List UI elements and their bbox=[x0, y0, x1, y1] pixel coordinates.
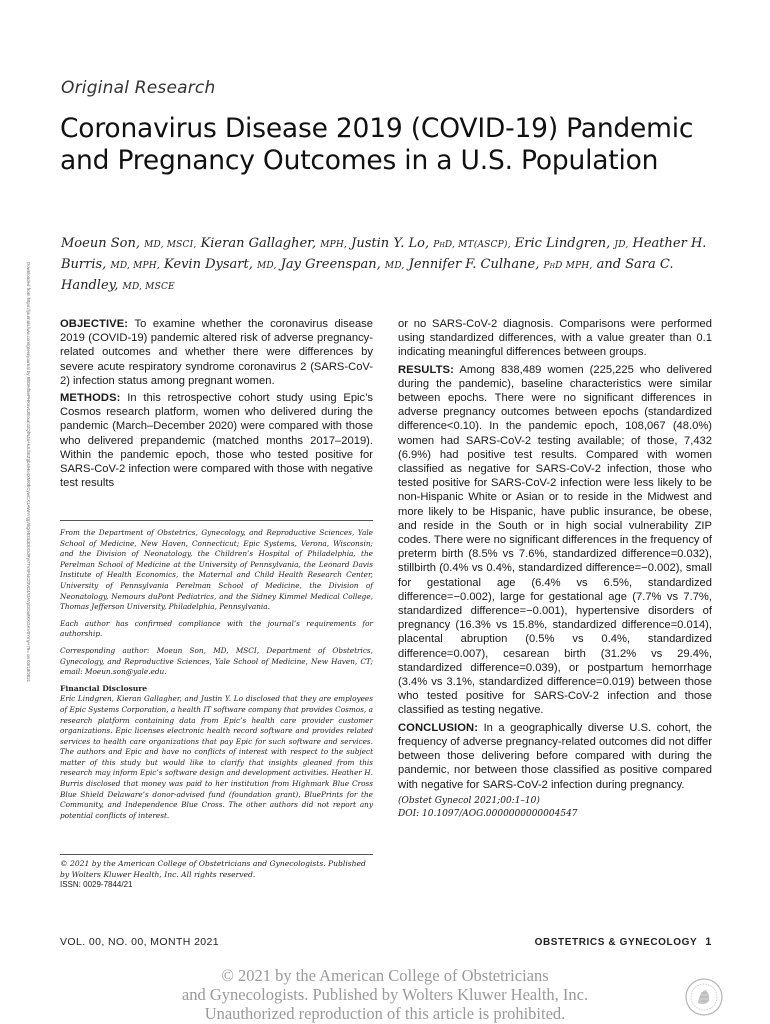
disclosure-heading: Financial Disclosure bbox=[60, 683, 148, 693]
affiliations: From the Department of Obstetrics, Gynecology, and Reproductive Sciences, Yale School of Medicine, New Haven, Connecticut; Epic Systems, Verona, Wisconsin; and the Division of Neonatology, the Children’s Hospital of Philadelphia, the Perelman School of Medicine at the University of Pennsylvania, the Leonard Davis Institute of Health Economics, the Maternal and Child Health Research Center, University of Pennsylvania Perelman School of Medicine, the Division of Neonatology, Nemours duPont Pediatrics, and the Sidney Kimmel Medical College, Thomas Jefferson University, Philadelphia, Pennsylvania. bbox=[60, 528, 373, 612]
author: Kevin Dysart, MD, bbox=[164, 257, 277, 272]
author: Justin Y. Lo, PhD, MT(ASCP), bbox=[351, 236, 511, 251]
article-title: Coronavirus Disease 2019 (COVID-19) Pandemic and Pregnancy Outcomes in a U.S. Population bbox=[60, 113, 694, 176]
author: Moeun Son, MD, MSCI, bbox=[61, 236, 197, 251]
citation: (Obstet Gynecol 2021;00:1–10) DOI: 10.1097/AOG.0000000000004547 bbox=[398, 795, 712, 821]
doi: DOI: 10.1097/AOG.0000000000004547 bbox=[398, 808, 578, 819]
conclusion-paragraph: CONCLUSION: In a geographically diverse U.S. cohort, the frequency of adverse pregnancy-related outcomes did not differ between those delivering before compared with during the pandemic, nor between those classified as positive compared with negative for SARS-CoV-2 infection during pregnancy. bbox=[398, 721, 712, 791]
objective-paragraph: OBJECTIVE: To examine whether the coronavirus disease 2019 (COVID-19) pandemic altered risk of adverse pregnancy-related outcomes and whether there were differences by severe acute respiratory syndrome coronavirus 2 (SARS-CoV-2) infection status among pregnant women. bbox=[60, 318, 374, 387]
copyright-block bbox=[60, 859, 373, 891]
footnote-divider bbox=[60, 520, 373, 521]
footnotes bbox=[60, 528, 373, 827]
disclosure-text: Eric Lindgren, Kieran Gallagher, and Justin Y. Lo disclosed that they are employees of Epic Systems Corporation, a health IT software company that provides Cosmos, a research platform containing data from Epic’s health care provider customer organizations. Epic licenses electronic health record software and provides related services to health care organizations that pay Epic for such software and services. The authors and Epic and have no conflicts of interest with respect to the subject matter of this study but would like to clarify that insights gleaned from this research may inform Epic’s software design and development activities. Heather H. Burris disclosed that money was paid to her institution from Highmark Blue Cross Blue Shield Delaware’s donor-advised fund (foundation grant), BluePrints for the Community, and Independence Blue Cross. The other authors did not report any potential conflicts of interest. bbox=[60, 694, 373, 820]
methods-continued: or no SARS-CoV-2 diagnosis. Comparisons were performed using standardized differences, with a value greater than 0.1 indicating meaningful differences between groups. bbox=[398, 318, 712, 359]
author: and Sara C. Handley, MD, MSCE bbox=[61, 257, 674, 293]
author: Jennifer F. Culhane, PhD MPH, bbox=[408, 257, 593, 272]
corresponding-author: Corresponding author: Moeun Son, MD, MSCI, Department of Obstetrics, Gynecology, and Reproductive Sciences, Yale School of Medicine, New Haven, CT; email: Moeun.son@yale.edu. bbox=[60, 645, 373, 677]
copyright-divider bbox=[60, 854, 373, 855]
copyright-watermark: © 2021 by the American College of Obstetricians and Gynecologists. Published by Wolters Kluwer Health, Inc. Unauthorized reproduction of this article is prohibited. bbox=[181, 966, 589, 1023]
download-note: Downloaded from https://journals.lww.com/greenjournal by BhDMf5ePHKav1zEoum1tQfN4a+kJLhEZgbsIHo4XMi0hCywCX1AWnYQp/IlQrHD3i3D0OdRyi7TvSFl4Cf3VC4/OAVpDDa8KKGKV0Ymy+78= on 03/18/2021 bbox=[26, 262, 31, 683]
abstract-left-column bbox=[60, 317, 373, 493]
copyright-text: © 2021 by the American College of Obstetricians and Gynecologists. Published by Wolters Kluwer Health, Inc. All rights reserved. bbox=[60, 859, 366, 879]
compliance-note: Each author has confirmed compliance with the journal’s requirements for authorship. bbox=[60, 618, 373, 639]
author: Jay Greenspan, MD, bbox=[280, 257, 405, 272]
abstract-right-column bbox=[398, 317, 712, 821]
page-number: 1 bbox=[705, 936, 712, 948]
results-paragraph: RESULTS: Among 838,489 women (225,225 who delivered during the pandemic), baseline characteristics were similar between epochs. There were no significant differences in adverse pregnancy outcomes between epochs (standardized difference<0.10). In the pandemic epoch, 108,067 (48.0%) women had SARS-CoV-2 testing available; of those, 7,432 (6.9%) had positive test results. Compared with women classified as negative for SARS-CoV-2 infection, those who tested positive for SARS-CoV-2 infection were less likely to be non-Hispanic White or Asian or to reside in the Midwest and more likely to be Hispanic, have public insurance, be obese, and reside in the South or in high social vulnerability ZIP codes. There were no significant differences in the frequency of preterm birth (8.5% vs 7.6%, standardized difference=0.032), stillbirth (0.4% vs 0.4%, standardized difference=−0.002), small for gestational age (6.4% vs 6.5%, standardized difference=−0.002), large for gestational age (7.7% vs 7.7%, standardized difference=−0.001), hypertensive disorders of pregnancy (16.3% vs 15.8%, standardized difference=0.014), placental abruption (0.5% vs 0.4%, standardized difference=0.007), cesarean birth (31.2% vs 29.4%, standardized difference=0.039), or postpartum hemorrhage (3.4% vs 3.1%, standardized difference=0.019) between those who tested positive for SARS-CoV-2 infection and those classified as testing negative. bbox=[398, 363, 712, 717]
footer-volume: VOL. 00, NO. 00, MONTH 2021 bbox=[60, 936, 220, 948]
section-label: Original Research bbox=[61, 78, 216, 98]
author-list bbox=[61, 234, 721, 297]
seal-icon bbox=[684, 977, 724, 1017]
footer-journal: OBSTETRICS & GYNECOLOGY 1 bbox=[534, 936, 712, 948]
issn: ISSN: 0029-7844/21 bbox=[60, 880, 133, 890]
methods-paragraph: METHODS: In this retrospective cohort study using Epic’s Cosmos research platform, women who delivered during the pandemic (March–December 2020) were compared with those who delivered prepandemic (matched months 2017–2019). Within the pandemic epoch, those who tested positive for SARS-CoV-2 infection were compared with those with negative test results bbox=[60, 392, 374, 490]
author: Heather H. Burris, MD, MPH, bbox=[61, 236, 707, 272]
author: Eric Lindgren, JD, bbox=[514, 236, 629, 251]
author: Kieran Gallagher, MPH, bbox=[200, 236, 348, 251]
